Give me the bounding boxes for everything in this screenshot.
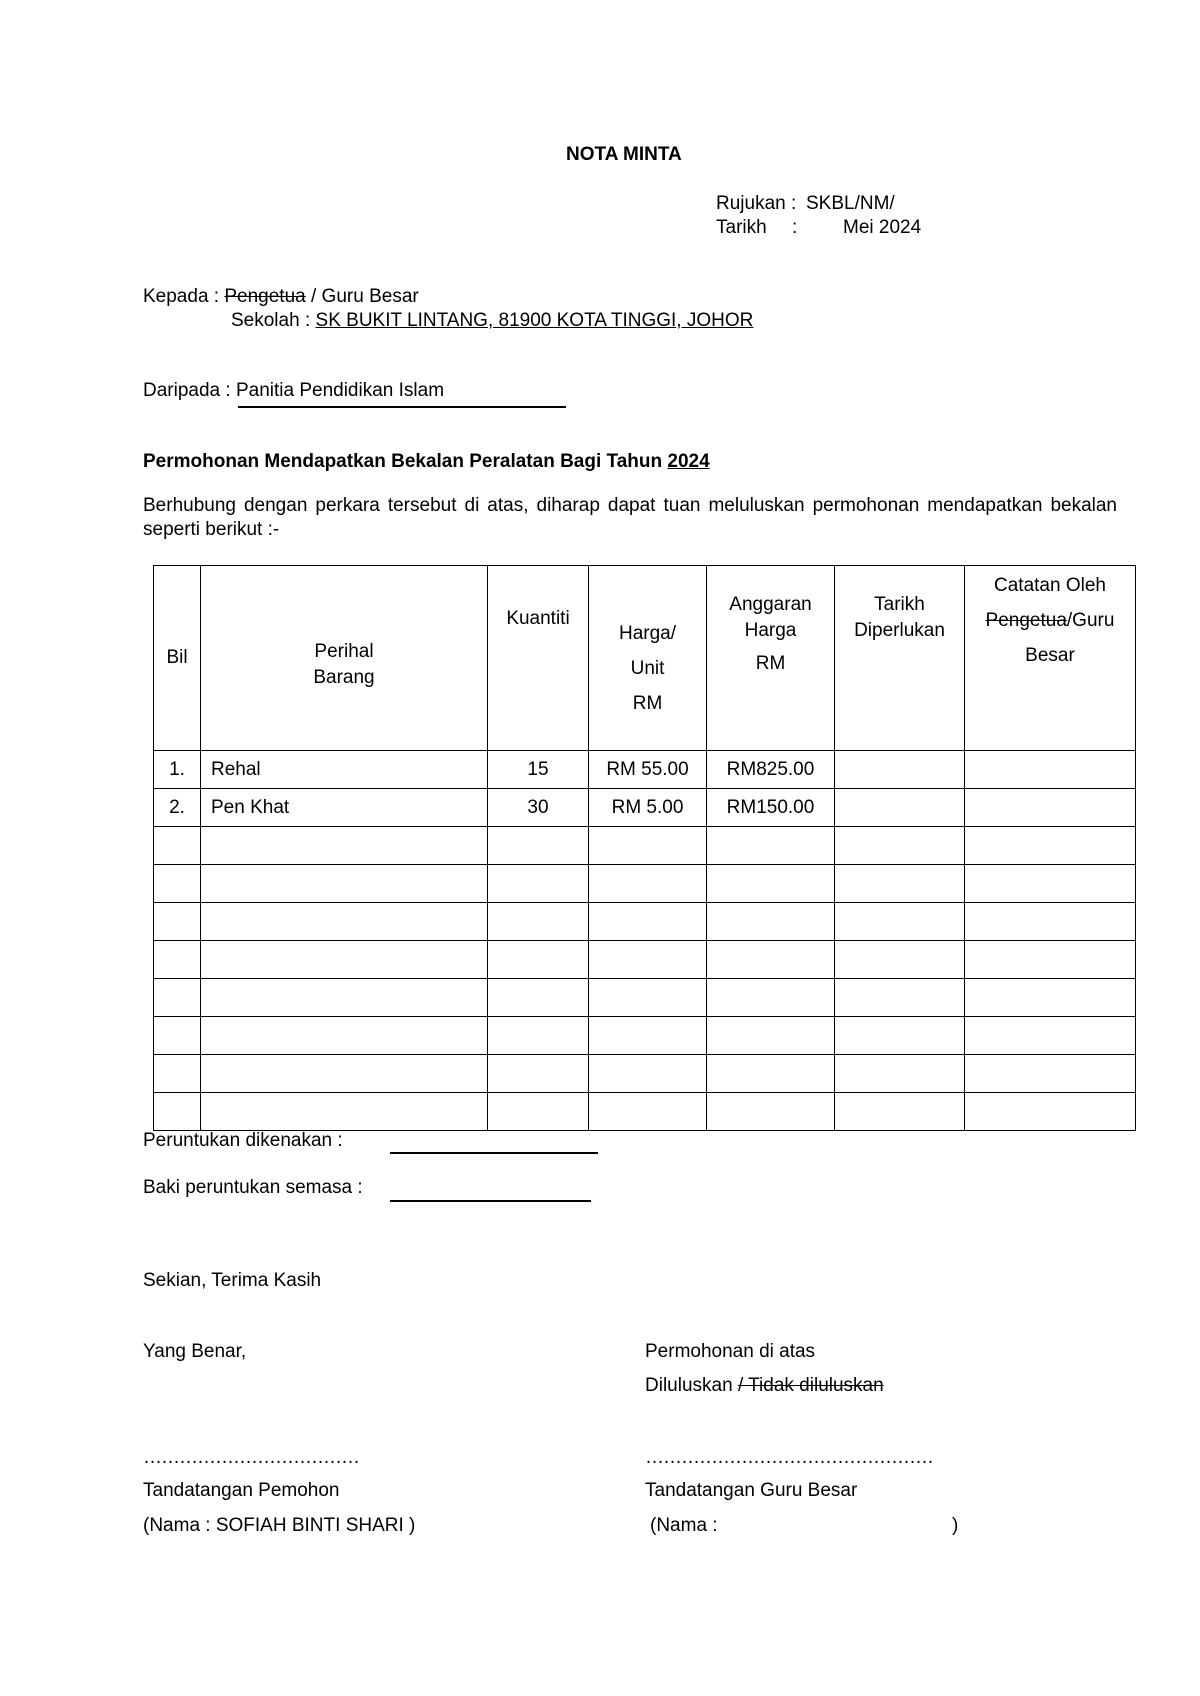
cell-catatan (965, 979, 1136, 1017)
daripada-underline (238, 406, 566, 408)
sig-left-label: Tandatangan Pemohon (143, 1480, 340, 1501)
table-row (154, 903, 1136, 941)
cell-harga (589, 1055, 707, 1093)
cell-perihal (201, 1055, 488, 1093)
cell-bil (154, 979, 201, 1017)
header-anggaran: Anggaran Harga RM (707, 566, 835, 751)
cell-tarikh (835, 865, 965, 903)
cell-catatan (965, 941, 1136, 979)
cell-bil (154, 827, 201, 865)
cell-kuantiti (488, 1055, 589, 1093)
cell-harga (589, 827, 707, 865)
cell-harga: RM 5.00 (589, 789, 707, 827)
table-row (154, 941, 1136, 979)
cell-perihal (201, 865, 488, 903)
cell-harga (589, 1017, 707, 1055)
cell-tarikh (835, 1055, 965, 1093)
cell-perihal (201, 1017, 488, 1055)
sig-right-name-open: (Nama : (650, 1515, 718, 1536)
cell-tarikh (835, 1017, 965, 1055)
cell-bil (154, 1093, 201, 1131)
header-catatan: Catatan Oleh Pengetua/Guru Besar (965, 566, 1136, 751)
sig-left-dots: ……………………………… (143, 1447, 359, 1468)
cell-anggaran (707, 1093, 835, 1131)
subject-text: Permohonan Mendapatkan Bekalan Peralatan Bagi Tahun (143, 451, 663, 472)
kepada-struck: Pengetua (224, 286, 306, 307)
kepada-line (143, 286, 419, 308)
cell-kuantiti: 15 (488, 751, 589, 789)
table-row (154, 865, 1136, 903)
request-table (153, 565, 1136, 1131)
cell-catatan (965, 1017, 1136, 1055)
cell-anggaran: RM825.00 (707, 751, 835, 789)
cell-kuantiti: 30 (488, 789, 589, 827)
table-row (154, 979, 1136, 1017)
cell-anggaran (707, 865, 835, 903)
cell-harga (589, 941, 707, 979)
header-harga: Harga/ Unit RM (589, 566, 707, 751)
cell-kuantiti (488, 941, 589, 979)
cell-perihal (201, 941, 488, 979)
daripada-line (143, 380, 444, 402)
body-text: Berhubung dengan perkara tersebut di atas, diharap dapat tuan meluluskan permohonan mendapatkan bekalan seperti berikut :- (143, 495, 1117, 540)
table-row (154, 1055, 1136, 1093)
cell-tarikh (835, 979, 965, 1017)
daripada-label: Daripada : (143, 380, 231, 401)
baki-field[interactable] (390, 1200, 591, 1202)
cell-perihal (201, 979, 488, 1017)
header-kuantiti: Kuantiti (488, 566, 589, 751)
approval-approved: Diluluskan (645, 1375, 733, 1396)
cell-harga (589, 903, 707, 941)
cell-tarikh (835, 903, 965, 941)
yang-benar: Yang Benar, (143, 1341, 247, 1362)
cell-bil (154, 941, 201, 979)
cell-catatan (965, 1055, 1136, 1093)
cell-anggaran (707, 979, 835, 1017)
tarikh-label: Tarikh (716, 217, 767, 238)
rujukan-value: SKBL/NM/ (806, 193, 895, 214)
sekolah-label: Sekolah : (231, 310, 311, 331)
peruntukan-field[interactable] (390, 1152, 598, 1154)
sig-left-name: (Nama : SOFIAH BINTI SHARI ) (143, 1515, 416, 1536)
cell-perihal (201, 1093, 488, 1131)
closing-text: Sekian, Terima Kasih (143, 1270, 322, 1291)
cell-kuantiti (488, 979, 589, 1017)
tarikh-value: Mei 2024 (843, 217, 922, 238)
header-perihal: Perihal Barang (201, 566, 488, 751)
cell-kuantiti (488, 865, 589, 903)
cell-anggaran (707, 941, 835, 979)
cell-catatan (965, 903, 1136, 941)
baki-label: Baki peruntukan semasa : (143, 1177, 363, 1198)
header-bil: Bil (154, 566, 201, 751)
cell-catatan (965, 751, 1136, 789)
cell-tarikh (835, 827, 965, 865)
cell-kuantiti (488, 1093, 589, 1131)
cell-kuantiti (488, 827, 589, 865)
cell-bil: 1. (154, 751, 201, 789)
kepada-label: Kepada : (143, 286, 220, 307)
peruntukan-label: Peruntukan dikenakan : (143, 1130, 343, 1151)
sekolah-value: SK BUKIT LINTANG, 81900 KOTA TINGGI, JOHOR (315, 310, 754, 331)
cell-anggaran (707, 827, 835, 865)
table-header-row (154, 566, 1136, 751)
cell-catatan (965, 789, 1136, 827)
approval-struck: / Tidak diluluskan (737, 1375, 884, 1396)
cell-catatan (965, 827, 1136, 865)
table-row (154, 1017, 1136, 1055)
sig-right-label: Tandatangan Guru Besar (645, 1480, 858, 1501)
cell-anggaran (707, 903, 835, 941)
cell-anggaran (707, 1055, 835, 1093)
sig-right-name-close: ) (952, 1515, 959, 1536)
cell-perihal (201, 903, 488, 941)
cell-tarikh (835, 941, 965, 979)
header-tarikh: Tarikh Diperlukan (835, 566, 965, 751)
cell-harga (589, 979, 707, 1017)
cell-harga (589, 865, 707, 903)
cell-perihal: Rehal (201, 751, 488, 789)
cell-anggaran: RM150.00 (707, 789, 835, 827)
tarikh-colon: : (792, 217, 798, 238)
subject-line (143, 451, 710, 473)
cell-kuantiti (488, 1017, 589, 1055)
table-row (154, 751, 1136, 789)
daripada-value: Panitia Pendidikan Islam (235, 380, 445, 401)
subject-year: 2024 (667, 451, 710, 472)
cell-bil (154, 865, 201, 903)
cell-catatan (965, 865, 1136, 903)
sekolah-line (231, 310, 753, 332)
table-row (154, 1093, 1136, 1131)
cell-bil: 2. (154, 789, 201, 827)
cell-harga: RM 55.00 (589, 751, 707, 789)
cell-harga (589, 1093, 707, 1131)
cell-bil (154, 903, 201, 941)
cell-kuantiti (488, 903, 589, 941)
table-row (154, 827, 1136, 865)
cell-anggaran (707, 1017, 835, 1055)
page-title: NOTA MINTA (566, 144, 682, 165)
cell-tarikh (835, 789, 965, 827)
table-row (154, 789, 1136, 827)
kepada-rest: / Guru Besar (311, 286, 419, 307)
cell-bil (154, 1055, 201, 1093)
cell-perihal: Pen Khat (201, 789, 488, 827)
approval-line1: Permohonan di atas (645, 1341, 816, 1362)
rujukan-label: Rujukan : (716, 193, 797, 214)
cell-perihal (201, 827, 488, 865)
sig-right-dots: ………………………………………… (645, 1447, 933, 1468)
cell-catatan (965, 1093, 1136, 1131)
cell-tarikh (835, 751, 965, 789)
approval-line2 (645, 1375, 884, 1397)
cell-bil (154, 1017, 201, 1055)
cell-tarikh (835, 1093, 965, 1131)
